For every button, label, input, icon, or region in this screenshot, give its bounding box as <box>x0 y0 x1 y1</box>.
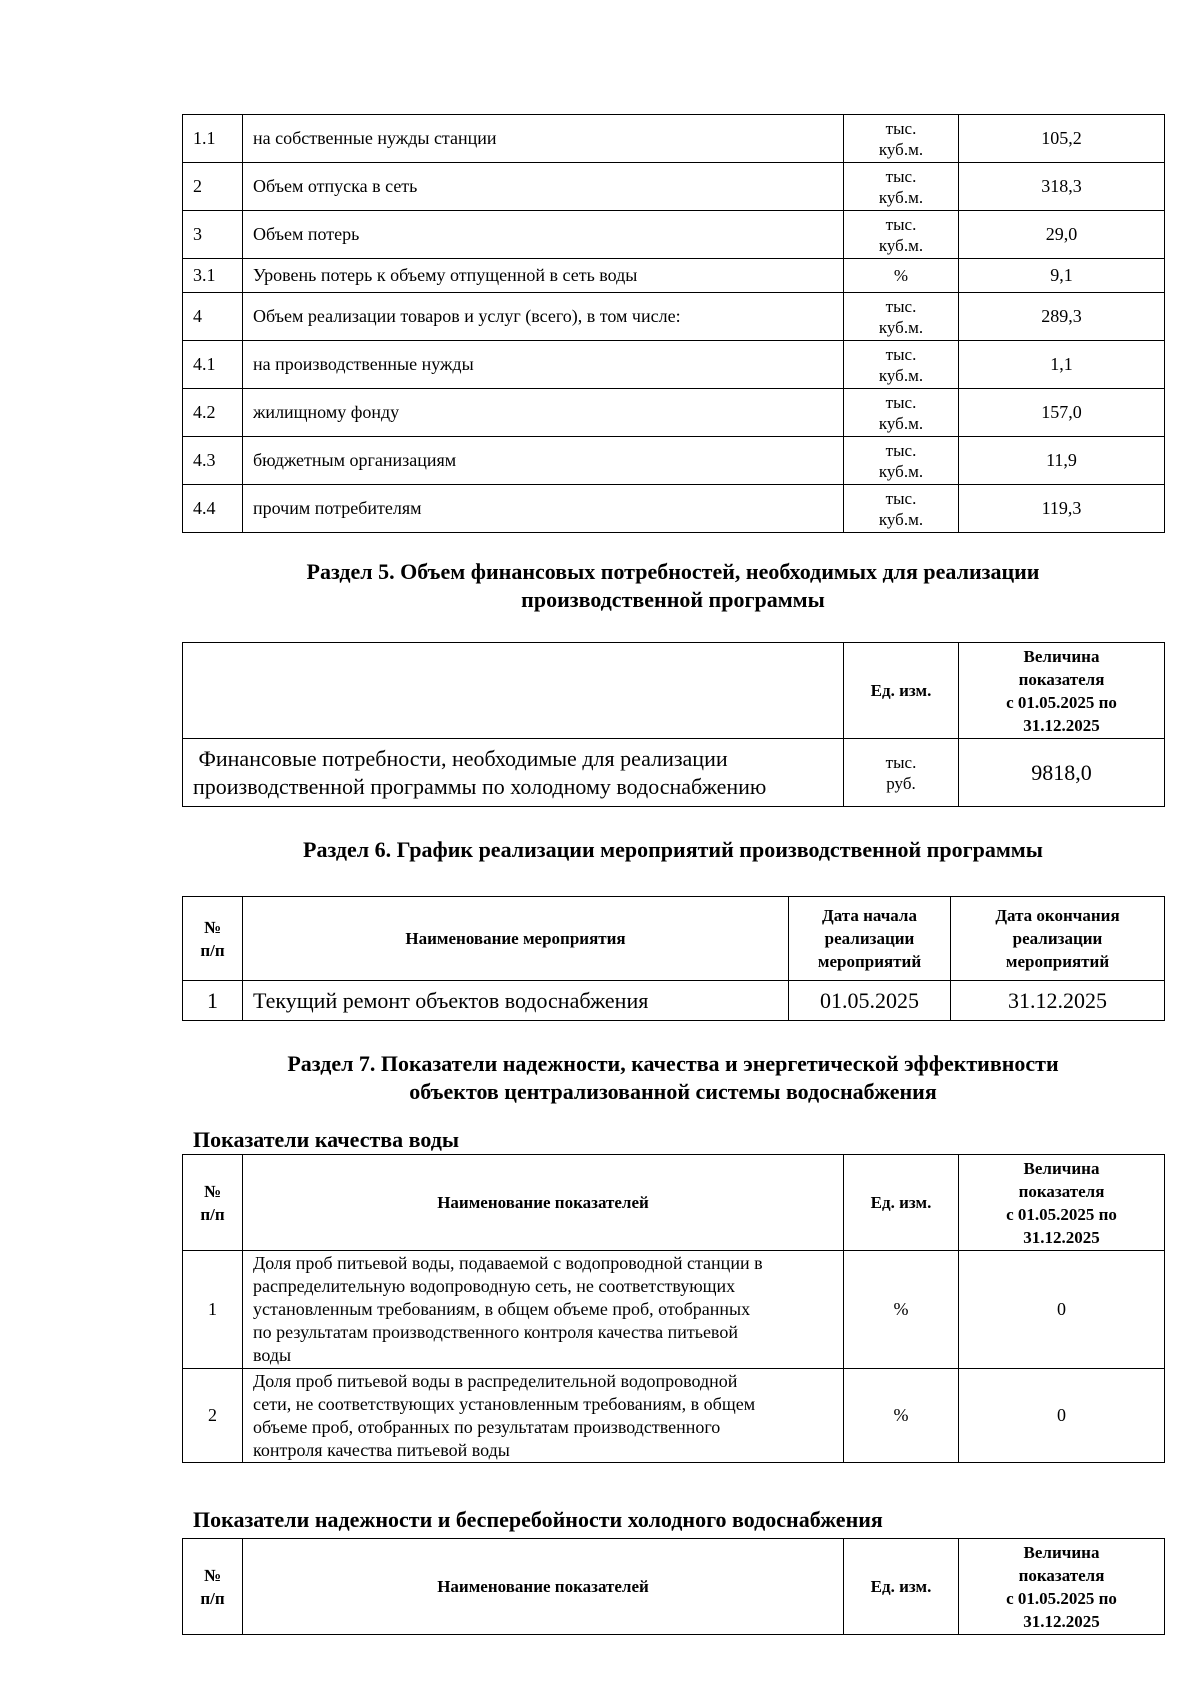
volume-row-num: 4.1 <box>183 341 243 389</box>
quality-header-name: Наименование показателей <box>243 1155 844 1251</box>
finance-row-value: 9818,0 <box>959 739 1165 807</box>
schedule-table <box>182 896 1165 1021</box>
volume-table <box>182 114 1165 533</box>
volume-row <box>183 437 1165 485</box>
quality-header-value-l3: с 01.05.2025 по <box>1006 1204 1117 1224</box>
volume-row-num: 4.4 <box>183 485 243 533</box>
finance-header-value <box>959 643 1165 739</box>
finance-row-unit <box>844 739 959 807</box>
quality-row-1-line-1: Доля проб питьевой воды, подаваемой с водопроводной станции в <box>253 1253 763 1273</box>
quality-row-1-value: 0 <box>959 1251 1165 1369</box>
volume-row-name: Объем реализации товаров и услуг (всего), в том числе: <box>243 293 844 341</box>
schedule-header-num-l2: п/п <box>200 940 225 960</box>
volume-row-unit <box>844 437 959 485</box>
volume-row-unit-line2: куб.м. <box>878 187 924 207</box>
volume-row-unit-line2: куб.м. <box>878 139 924 159</box>
volume-row-unit <box>844 293 959 341</box>
quality-header-num-l1: № <box>203 1181 222 1201</box>
volume-row <box>183 341 1165 389</box>
volume-row <box>183 485 1165 533</box>
finance-row-name-l2: производственной программы по холодному водоснабжению <box>193 773 767 799</box>
finance-table-row <box>183 739 1165 807</box>
reliability-table-header <box>183 1539 1165 1635</box>
volume-row-unit <box>844 211 959 259</box>
quality-row-2-num: 2 <box>183 1369 243 1463</box>
schedule-row-name: Текущий ремонт объектов водоснабжения <box>243 981 789 1021</box>
section6-title: Раздел 6. График реализации мероприятий производственной программы <box>303 837 1043 862</box>
volume-row-unit-line1: тыс. <box>885 214 917 234</box>
finance-header-value-l3: с 01.05.2025 по <box>1006 692 1117 712</box>
volume-row-unit <box>844 163 959 211</box>
volume-row-unit <box>844 259 959 293</box>
volume-row-name: на производственные нужды <box>243 341 844 389</box>
schedule-table-row <box>183 981 1165 1021</box>
volume-row-unit-line1: тыс. <box>885 392 917 412</box>
finance-header-value-l1: Величина <box>1023 646 1100 666</box>
volume-row-num: 3 <box>183 211 243 259</box>
schedule-header-end-l2: реализации <box>1012 929 1103 948</box>
volume-row-unit-line2: куб.м. <box>878 317 924 337</box>
quality-row-1-line-5: воды <box>253 1345 292 1365</box>
quality-row-2-unit: % <box>844 1369 959 1463</box>
quality-row-1-line-3: установленным требованиям, в общем объеме проб, отобранных <box>253 1299 751 1319</box>
quality-header-num-l2: п/п <box>200 1204 225 1224</box>
volume-row-unit-line1: тыс. <box>885 440 917 460</box>
quality-row-2 <box>183 1369 1165 1463</box>
finance-header-value-l2: показателя <box>1018 669 1105 689</box>
reliability-header-value <box>959 1539 1165 1635</box>
quality-header-num <box>183 1155 243 1251</box>
quality-row-1-name <box>243 1251 844 1369</box>
section7-title-line2: объектов централизованной системы водоснабжения <box>409 1079 937 1104</box>
volume-row-num: 3.1 <box>183 259 243 293</box>
quality-header-value-l1: Величина <box>1023 1158 1100 1178</box>
volume-row-unit <box>844 115 959 163</box>
finance-header-empty <box>183 643 844 739</box>
volume-row-unit-line1: % <box>893 266 909 285</box>
volume-row-name: на собственные нужды станции <box>243 115 844 163</box>
volume-row-unit-line1: тыс. <box>885 344 917 364</box>
reliability-table <box>182 1538 1165 1635</box>
reliability-subtitle: Показатели надежности и бесперебойности холодного водоснабжения <box>193 1507 883 1532</box>
section7-title <box>182 1050 1164 1106</box>
reliability-header-value-l2: показателя <box>1018 1565 1105 1585</box>
volume-row-unit-line1: тыс. <box>885 488 917 508</box>
volume-row <box>183 115 1165 163</box>
volume-row-value: 157,0 <box>959 389 1165 437</box>
volume-row-unit-line1: тыс. <box>885 118 917 138</box>
volume-row-unit-line2: куб.м. <box>878 235 924 255</box>
quality-row-2-line-2: сети, не соответствующих установленным требованиям, в общем <box>253 1393 756 1414</box>
volume-row-num: 2 <box>183 163 243 211</box>
reliability-header-unit: Ед. изм. <box>844 1539 959 1635</box>
schedule-header-start <box>789 897 951 981</box>
volume-row-num: 4 <box>183 293 243 341</box>
quality-row-1-line-4: по результатам производственного контроля качества питьевой <box>253 1322 738 1342</box>
volume-row-value: 29,0 <box>959 211 1165 259</box>
volume-row <box>183 163 1165 211</box>
schedule-header-num-l1: № <box>203 917 222 937</box>
schedule-header-end <box>951 897 1165 981</box>
quality-row-2-value: 0 <box>959 1369 1165 1463</box>
volume-row-unit-line2: куб.м. <box>878 461 924 481</box>
reliability-header-value-l3: с 01.05.2025 по <box>1006 1588 1117 1608</box>
volume-row-num: 1.1 <box>183 115 243 163</box>
finance-row-unit1: тыс. <box>885 752 917 772</box>
volume-row-value: 289,3 <box>959 293 1165 341</box>
volume-row-name: прочим потребителям <box>243 485 844 533</box>
volume-row-value: 318,3 <box>959 163 1165 211</box>
volume-row-unit-line2: куб.м. <box>878 365 924 385</box>
quality-header-value-l2: показателя <box>1018 1181 1105 1201</box>
volume-row-value: 119,3 <box>959 485 1165 533</box>
finance-row-unit2: руб. <box>886 773 916 793</box>
finance-header-value-l4: 31.12.2025 <box>1023 715 1100 735</box>
section5-title-line2: производственной программы <box>521 587 825 612</box>
quality-row-1-line-2: распределительную водопроводную сеть, не соответствующих <box>253 1276 736 1296</box>
reliability-header-num <box>183 1539 243 1635</box>
volume-row-unit-line1: тыс. <box>885 296 917 316</box>
volume-row <box>183 293 1165 341</box>
schedule-header-end-l3: мероприятий <box>1005 952 1110 971</box>
quality-row-2-name <box>243 1369 844 1463</box>
schedule-header-start-l2: реализации <box>824 929 915 948</box>
schedule-row-start: 01.05.2025 <box>789 981 951 1021</box>
volume-row-unit <box>844 389 959 437</box>
volume-row-unit <box>844 485 959 533</box>
schedule-header-start-l1: Дата начала <box>822 906 917 925</box>
quality-header-unit: Ед. изм. <box>844 1155 959 1251</box>
section5-title <box>182 558 1164 614</box>
finance-table <box>182 642 1165 807</box>
volume-row-name: бюджетным организациям <box>243 437 844 485</box>
schedule-header-name: Наименование мероприятия <box>243 897 789 981</box>
schedule-row-end: 31.12.2025 <box>951 981 1165 1021</box>
finance-header-unit: Ед. изм. <box>844 643 959 739</box>
volume-row <box>183 211 1165 259</box>
volume-row-name: жилищному фонду <box>243 389 844 437</box>
quality-header-value <box>959 1155 1165 1251</box>
volume-row-value: 11,9 <box>959 437 1165 485</box>
volume-row-num: 4.3 <box>183 437 243 485</box>
volume-row-name: Объем отпуска в сеть <box>243 163 844 211</box>
volume-row-unit-line2: куб.м. <box>878 509 924 529</box>
schedule-header-start-l3: мероприятий <box>817 952 922 971</box>
volume-row-value: 105,2 <box>959 115 1165 163</box>
volume-row-value: 1,1 <box>959 341 1165 389</box>
finance-row-name <box>183 739 844 807</box>
quality-subtitle: Показатели качества воды <box>193 1127 460 1152</box>
volume-row-unit-line2: куб.м. <box>878 413 924 433</box>
volume-row-unit <box>844 341 959 389</box>
volume-row-name: Объем потерь <box>243 211 844 259</box>
section7-title-line1: Раздел 7. Показатели надежности, качества и энергетической эффективности <box>287 1051 1059 1076</box>
reliability-header-num-l1: № <box>203 1565 222 1585</box>
reliability-header-value-l4: 31.12.2025 <box>1023 1611 1100 1631</box>
volume-row <box>183 259 1165 293</box>
quality-table <box>182 1154 1165 1463</box>
section5-title-line1: Раздел 5. Объем финансовых потребностей, необходимых для реализации <box>306 559 1040 584</box>
quality-row-1-num: 1 <box>183 1251 243 1369</box>
quality-row-2-line-4: контроля качества питьевой воды <box>253 1439 510 1460</box>
finance-table-header <box>183 643 1165 739</box>
quality-row-2-line-3: объеме проб, отобранных по результатам производственного <box>253 1416 721 1437</box>
schedule-header-end-l1: Дата окончания <box>995 906 1120 925</box>
schedule-header-num <box>183 897 243 981</box>
schedule-table-header <box>183 897 1165 981</box>
quality-table-header <box>183 1155 1165 1251</box>
volume-row-name: Уровень потерь к объему отпущенной в сеть воды <box>243 259 844 293</box>
quality-row-1 <box>183 1251 1165 1369</box>
schedule-row-num: 1 <box>183 981 243 1021</box>
reliability-header-name: Наименование показателей <box>243 1539 844 1635</box>
volume-row <box>183 389 1165 437</box>
volume-row-num: 4.2 <box>183 389 243 437</box>
reliability-header-num-l2: п/п <box>200 1588 225 1608</box>
volume-row-value: 9,1 <box>959 259 1165 293</box>
finance-row-name-l1: Финансовые потребности, необходимые для реализации <box>193 745 728 771</box>
reliability-header-value-l1: Величина <box>1023 1542 1100 1562</box>
quality-header-value-l4: 31.12.2025 <box>1023 1227 1100 1247</box>
volume-row-unit-line1: тыс. <box>885 166 917 186</box>
quality-row-2-line-1: Доля проб питьевой воды в распределительной водопроводной <box>253 1370 738 1391</box>
quality-row-1-unit: % <box>844 1251 959 1369</box>
